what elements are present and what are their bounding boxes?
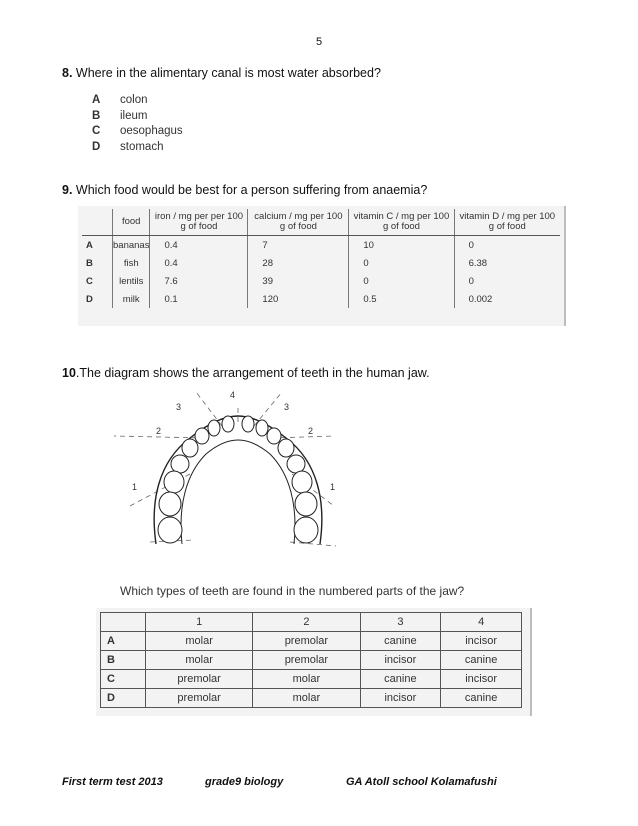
jaw-label-3-right: 3 [284,402,290,412]
jaw-label-2-left: 2 [156,426,162,436]
jaw-teeth-diagram [110,382,340,558]
jaw-label-3-left: 3 [176,402,182,412]
table-row: A molar premolar canine incisor [101,632,522,651]
question-10-number: 10 [62,366,76,380]
jaw-label-2-right: 2 [308,426,314,436]
question-10 [62,366,430,380]
question-8-text: Where in the alimentary canal is most water absorbed? [72,66,381,80]
table-header-row: food iron / mg per per 100 g of food calcium / mg per 100 g of food vitamin C / mg per 100 g of food vitamin D / mg per 100 g of food [82,209,560,236]
table-header-row: 1 2 3 4 [101,613,522,632]
footer-test-name: First term test 2013 [62,776,163,788]
question-9-text: Which food would be best for a person suffering from anaemia? [72,183,428,197]
question-8 [62,66,381,80]
question-10-text: .The diagram shows the arrangement of teeth in the human jaw. [75,366,430,380]
teeth-types-table [100,612,522,708]
jaw-label-1-right: 1 [330,482,336,492]
food-nutrient-table [82,209,560,308]
table-row: B molar premolar incisor canine [101,651,522,670]
footer-school: GA Atoll school Kolamafushi [346,776,497,788]
option-c: C oesophagus [92,125,183,137]
table-row: D milk 0.1 120 0.5 0.002 [82,290,560,308]
table-row: A bananas 0.4 7 10 0 [82,236,560,255]
question-9-number: 9. [62,183,73,197]
option-b: B ileum [92,109,148,122]
table-row: C premolar molar canine incisor [101,670,522,689]
question-8-number: 8. [62,66,73,80]
table-row: D premolar molar incisor canine [101,689,522,708]
footer-subject: grade9 biology [205,776,284,788]
question-10-caption: Which types of teeth are found in the numbered parts of the jaw? [120,584,465,598]
page-number: 5 [315,36,323,48]
jaw-label-1-left: 1 [132,482,138,492]
jaw-label-4: 4 [230,390,236,400]
option-d: D stomach [92,140,164,153]
table-row: C lentils 7.6 39 0 0 [82,272,560,290]
question-8-options [92,93,183,155]
question-9 [62,183,427,197]
table-row: B fish 0.4 28 0 6.38 [82,254,560,272]
option-a: A colon [92,94,148,106]
